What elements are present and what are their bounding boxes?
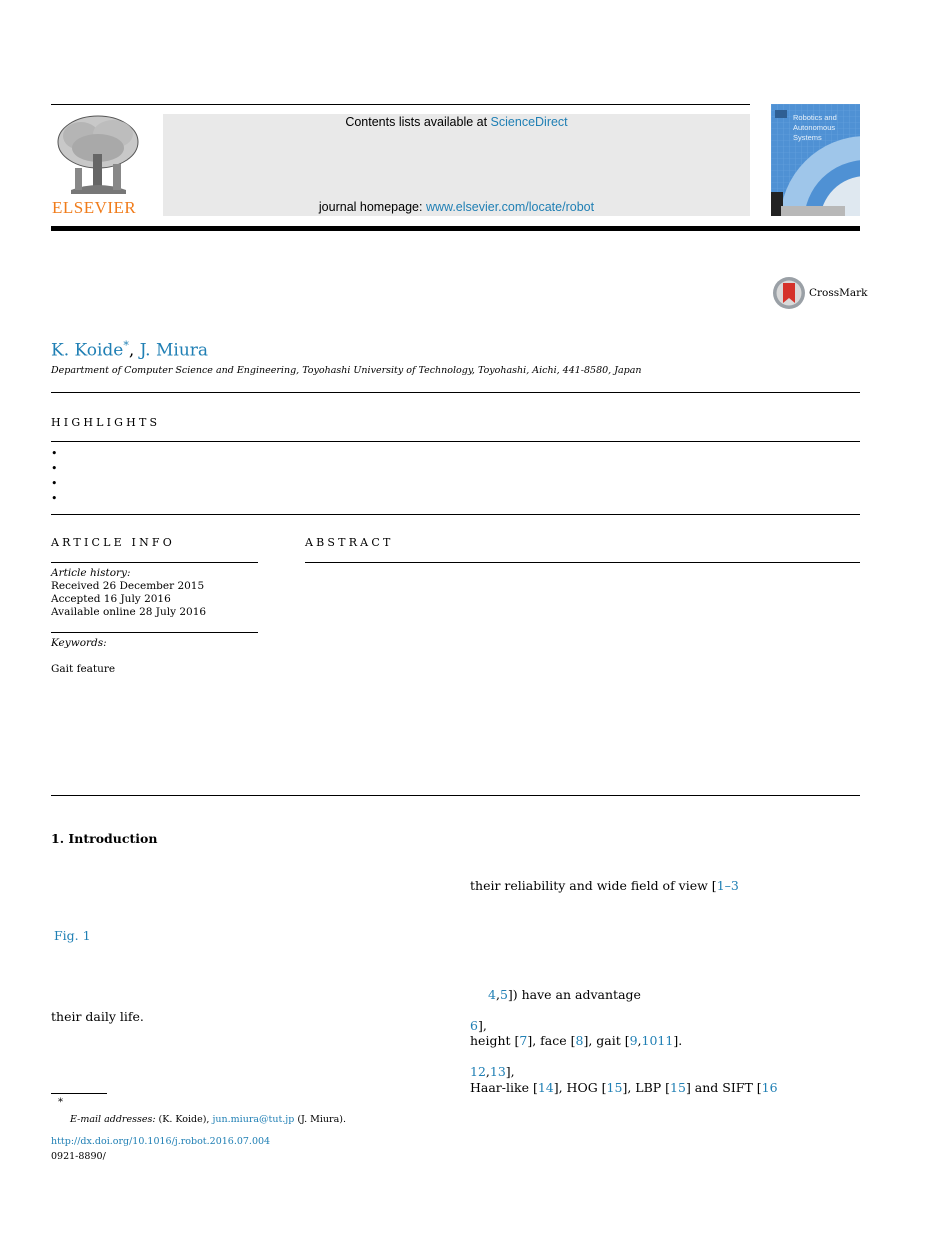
- citation-link[interactable]: 6: [470, 1018, 478, 1033]
- citation-link[interactable]: 5: [499, 987, 508, 1002]
- citation-link[interactable]: 13: [489, 1064, 506, 1079]
- intro-right-line-1: [470, 878, 739, 893]
- keywords-label: Keywords:: [51, 637, 107, 649]
- citation-link[interactable]: 4: [488, 987, 496, 1002]
- citation-link[interactable]: 7: [519, 1033, 528, 1048]
- introduction-heading: 1. Introduction: [51, 831, 158, 846]
- citation-link[interactable]: 1011: [641, 1033, 674, 1048]
- citation-link[interactable]: 8: [575, 1033, 584, 1048]
- elsevier-logo: [51, 112, 146, 217]
- author-koide[interactable]: K. Koide: [51, 340, 124, 361]
- crossmark-label: CrossMark: [809, 287, 868, 299]
- email-text: (J. Miura).: [294, 1114, 346, 1125]
- crossmark-badge[interactable]: [772, 276, 868, 310]
- figure-1-link[interactable]: Fig. 1: [54, 928, 91, 943]
- intro-text: height [: [470, 1033, 520, 1048]
- crossmark-icon: [772, 276, 806, 310]
- abstract-heading: ABSTRACT: [305, 536, 394, 549]
- rule-below-highlights: [51, 514, 860, 515]
- intro-text: ], HOG [: [553, 1080, 607, 1095]
- intro-text: ],: [505, 1064, 515, 1079]
- highlight-bullet: •: [51, 477, 58, 490]
- intro-text: ] and SIFT [: [685, 1080, 762, 1095]
- received-date: Received 26 December 2015: [51, 580, 205, 592]
- contents-prefix: Contents lists available at: [345, 115, 491, 129]
- highlight-bullet: •: [51, 492, 58, 505]
- author-separator: ,: [128, 340, 140, 361]
- citation-link[interactable]: 9: [629, 1033, 638, 1048]
- article-history-label: Article history:: [51, 567, 131, 579]
- sciencedirect-link[interactable]: ScienceDirect: [490, 115, 568, 129]
- intro-text: ].: [673, 1033, 683, 1048]
- rule-above-highlights: [51, 392, 860, 393]
- doi-link[interactable]: http://dx.doi.org/10.1016/j.robot.2016.07.004: [51, 1136, 271, 1147]
- elsevier-wordmark: ELSEVIER: [52, 198, 137, 217]
- intro-right-line-2: [488, 987, 641, 1002]
- intro-text: Haar-like [: [470, 1080, 538, 1095]
- rule-below-highlights-heading: [51, 441, 860, 442]
- online-date: Available online 28 July 2016: [51, 606, 207, 618]
- intro-right-line-3: [470, 1018, 487, 1033]
- author-miura[interactable]: J. Miura: [139, 340, 209, 361]
- footnote-rule: [51, 1093, 107, 1094]
- highlight-bullet: •: [51, 447, 58, 460]
- homepage-line: [163, 200, 750, 214]
- cover-title-line1: Robotics and: [793, 113, 837, 122]
- rule-above-introduction: [51, 795, 860, 796]
- intro-text: ], LBP [: [622, 1080, 671, 1095]
- rule-above-keywords: [51, 632, 258, 633]
- author-line: [51, 339, 208, 361]
- elsevier-tree-icon: [51, 112, 146, 197]
- intro-text: ]) have an advantage: [507, 987, 641, 1002]
- issn: 0921-8890/: [51, 1151, 106, 1162]
- highlight-bullet: •: [51, 462, 58, 475]
- intro-text: ], face [: [527, 1033, 576, 1048]
- contents-line: [163, 115, 750, 129]
- citation-separator: ,: [637, 1033, 642, 1048]
- citation-link[interactable]: 14: [537, 1080, 554, 1095]
- citation-link[interactable]: 16: [761, 1080, 778, 1095]
- homepage-prefix: journal homepage:: [318, 200, 426, 214]
- intro-right-line-6: [470, 1080, 778, 1095]
- article-info-heading: ARTICLE INFO: [51, 536, 175, 549]
- email-link[interactable]: jun.miura@tut.jp: [212, 1114, 295, 1125]
- journal-cover: [771, 104, 860, 216]
- intro-right-line-4: [470, 1033, 682, 1048]
- corresponding-author-mark[interactable]: *: [123, 339, 129, 352]
- header-bottom-rule: [51, 226, 860, 231]
- intro-text: their reliability and wide field of view [: [470, 878, 717, 893]
- accepted-date: Accepted 16 July 2016: [51, 593, 171, 605]
- citation-separator: ,: [495, 987, 500, 1002]
- intro-right-line-5: [470, 1064, 515, 1079]
- homepage-link[interactable]: www.elsevier.com/locate/robot: [425, 200, 595, 214]
- citation-link[interactable]: 15: [606, 1080, 623, 1095]
- citation-link[interactable]: 15: [670, 1080, 686, 1095]
- email-label: E-mail addresses:: [70, 1114, 156, 1125]
- cover-title-line2: Autonomous Systems: [793, 123, 836, 142]
- journal-banner: [163, 114, 750, 216]
- citation-link[interactable]: 12: [470, 1064, 486, 1079]
- cover-title: [793, 113, 860, 143]
- intro-text: ], gait [: [583, 1033, 630, 1048]
- intro-text: ],: [477, 1018, 487, 1033]
- footnote-email-line: [70, 1114, 346, 1125]
- header-top-rule: [51, 104, 750, 105]
- daily-life-text: their daily life.: [51, 1009, 144, 1024]
- email-text: (K. Koide),: [155, 1114, 213, 1125]
- keyword-gait-feature: Gait feature: [51, 663, 116, 675]
- affiliation: Department of Computer Science and Engineering, Toyohashi University of Technology, Toyohashi, Aichi, 441-8580, Japan: [51, 365, 642, 376]
- rule-below-article-info: [51, 562, 258, 563]
- citation-separator: ,: [485, 1064, 490, 1079]
- highlights-heading: HIGHLIGHTS: [51, 416, 161, 429]
- citation-link[interactable]: 1–3: [716, 878, 739, 893]
- rule-below-abstract-heading: [305, 562, 860, 563]
- footnote-mark: *: [58, 1097, 63, 1108]
